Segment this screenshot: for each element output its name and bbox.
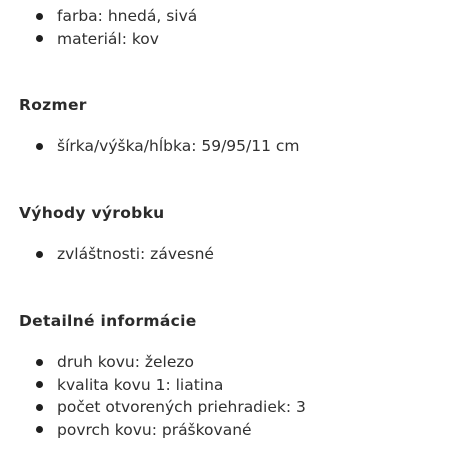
section-heading-detailne-informacie: Detailné informácie: [19, 312, 197, 330]
section-heading-rozmer: Rozmer: [19, 96, 87, 114]
list-item-text: materiál: kov: [57, 29, 159, 48]
bullet-icon: [36, 404, 43, 411]
attribute-list-general: [36, 5, 197, 50]
list-item: [36, 419, 306, 442]
list-item-text: šírka/výška/hĺbka: 59/95/11 cm: [57, 137, 300, 155]
bullet-icon: [36, 381, 43, 388]
list-item-text: povrch kovu: práškované: [57, 420, 252, 439]
bullet-icon: [36, 426, 43, 433]
list-item-text: zvláštnosti: závesné: [57, 245, 214, 263]
bullet-icon: [36, 251, 43, 258]
attribute-list-vyhody: [36, 243, 214, 266]
list-item-text: druh kovu: železo: [57, 353, 194, 371]
bullet-icon: [36, 359, 43, 366]
list-item: [36, 5, 197, 28]
list-item: [36, 396, 306, 419]
bullet-icon: [36, 143, 43, 150]
list-item-text: farba: hnedá, sivá: [57, 7, 198, 25]
list-item: [36, 243, 214, 266]
list-item-text: počet otvorených priehradiek: 3: [57, 398, 306, 416]
list-item-text: kvalita kovu 1: liatina: [57, 375, 224, 394]
bullet-icon: [36, 35, 43, 42]
list-item: [36, 374, 306, 397]
list-item: [36, 28, 197, 51]
bullet-icon: [36, 13, 43, 20]
list-item: [36, 135, 300, 158]
list-item: [36, 351, 306, 374]
attribute-list-rozmer: [36, 135, 300, 158]
attribute-list-detailne: [36, 351, 306, 441]
section-heading-vyhody: Výhody výrobku: [19, 204, 165, 222]
